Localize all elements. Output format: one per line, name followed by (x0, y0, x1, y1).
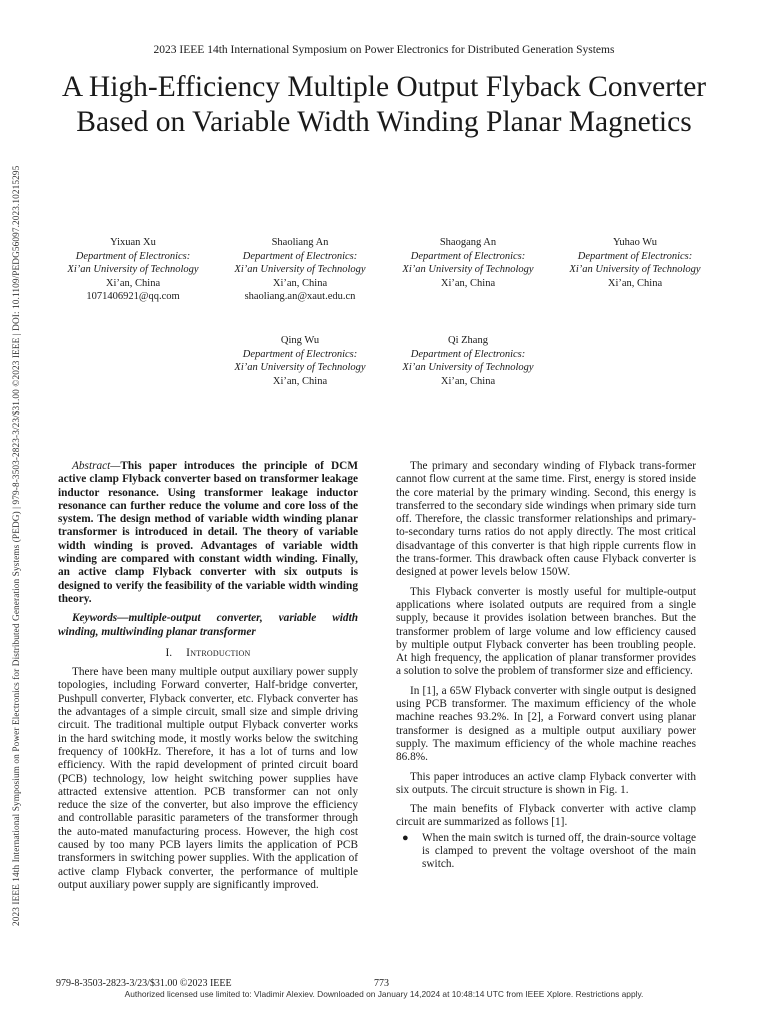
author-block (215, 334, 385, 388)
author-name: Shaogang An (439, 237, 497, 248)
author-university: Xi’an University of Technology (402, 264, 534, 276)
body-paragraph: This Flyback converter is mostly useful for multiple-output applications where isolated outputs are required from a single supply, because it provides isolation between branches. But the transformer problem of large volume and low efficiency caused by multiple output Flyback converter has been troubling people. At high frequency, the application of planar transformer provides a solution to solve the problem of transformer size and efficiency. (396, 585, 696, 678)
author-name: Yixuan Xu (110, 237, 156, 248)
author-block (550, 236, 720, 290)
keywords: Keywords—multiple-output converter, variable width winding, multiwinding planar transformer (58, 612, 358, 638)
abstract-body: This paper introduces the principle of DCM active clamp Flyback converter based on transformer leakage inductor resonance. Using transformer leakage inductor resonance can further reduce the volume and core loss of the system. The design method of variable width winding planar transformer is introduced in detail. The theory of variable width winding is proved. Advantages of variable width winding are compared with constant width winding. Finally, an active clamp Flyback converter with six outputs is designed to verify the feasibility of the variable width winding theory. (58, 460, 358, 605)
paper-title: A High-Efficiency Multiple Output Flyback Converter Based on Variable Width Winding Planar Magnetics (61, 71, 707, 138)
section-heading (58, 647, 358, 660)
author-department: Department of Electronics: (242, 348, 358, 360)
body-paragraph: The main benefits of Flyback converter with active clamp circuit are summarized as follows [1]. (396, 803, 696, 829)
bullet-text: When the main switch is turned off, the drain-source voltage is clamped to prevent the voltage overshoot of the main switch. (422, 831, 696, 871)
author-city: Xi’an, China (440, 375, 496, 387)
author-block (48, 236, 218, 304)
author-university: Xi’an University of Technology (67, 264, 199, 276)
author-name: Qing Wu (280, 335, 320, 346)
body-paragraph: The primary and secondary winding of Flyback trans-former cannot flow current at the same time. First, energy is stored inside the core material by the primary winding. Second, this energy is transferred to the secondary side windings when primary side turn off. Therefore, the classic transformer relationships and primary-to-secondary turns ratios do not apply directly. The most critical disadvantage of this converter is that high ripple currents flow in the trans-former. This drawback often cause Flyback converter is designed at power levels below 150W. (396, 460, 696, 579)
abstract (58, 460, 358, 606)
page-number: 773 (374, 978, 389, 989)
author-email: 1071406921@qq.com (86, 291, 180, 303)
author-department: Department of Electronics: (577, 250, 693, 262)
author-block (215, 236, 385, 304)
author-university: Xi’an University of Technology (234, 264, 366, 276)
section-title: Introduction (186, 646, 251, 659)
author-university: Xi’an University of Technology (234, 362, 366, 374)
intro-paragraph: There have been many multiple output auxiliary power supply topologies, including Forward converter, Half-bridge converter, Pushpull converter, Flyback converter, etc. Flyback converter has the advantages of a simple circuit, small size and simple driving circuit. The traditional multiple output Flyback converter works in the hard switching mode, it mostly works below the switching frequency of 100kHz. Therefore, it has a lot of turns and low efficiency. With the rapid development of printed circuit board (PCB) technology, low height switching power supplies have attracted extensive attention. PCB transformer can not only reduce the size of the converter, but also improve the efficiency and controllable parasitic parameters of the transformer through the auto-mated manufacturing process. However, the high cost caused by too many PCB layers limits the application of PCB transformers in switching power supplies. With the application of active clamp Flyback converter, the performance of multiple output auxiliary power supply are significantly improved. (58, 666, 358, 891)
author-department: Department of Electronics: (75, 250, 191, 262)
author-email: shaoliang.an@xaut.edu.cn (244, 291, 356, 303)
author-department: Department of Electronics: (410, 348, 526, 360)
bullet-item (402, 832, 696, 872)
author-department: Department of Electronics: (410, 250, 526, 262)
footer-copyright: 979-8-3503-2823-3/23/$31.00 ©2023 IEEE (56, 978, 232, 989)
section-number: I. (165, 646, 173, 659)
left-column (58, 460, 358, 898)
author-city: Xi’an, China (272, 277, 328, 289)
author-city: Xi’an, China (272, 375, 328, 387)
license-notice: Authorized licensed use limited to: Vladimir Alexiev. Downloaded on January 14,2024 at 10:48:14 UTC from IEEE Xplore. Restrictions apply. (124, 989, 644, 999)
conference-header: 2023 IEEE 14th International Symposium on Power Electronics for Distributed Generation Systems (153, 44, 615, 56)
right-column (396, 460, 696, 872)
body-paragraph: In [1], a 65W Flyback converter with single output is designed using PCB transformer. The maximum efficiency of the whole machine reaches 93.2%. In [2], a Forward convert using planar transformer is designed as a multiple output auxiliary power supply. The maximum efficiency of the whole machine reaches 86.8%. (396, 684, 696, 764)
author-department: Department of Electronics: (242, 250, 358, 262)
abstract-lead: Abstract— (72, 460, 121, 472)
author-city: Xi’an, China (607, 277, 663, 289)
author-university: Xi’an University of Technology (402, 362, 534, 374)
author-university: Xi’an University of Technology (569, 264, 701, 276)
side-metadata-strip (12, 96, 26, 926)
bullet-dot-icon: ● (402, 831, 409, 844)
side-metadata-text: 2023 IEEE 14th International Symposium on Power Electronics for Distributed Generation Systems (PEDG) | 979-8-3503-2823-3/23/$31.00 ©2023 IEEE | DOI: 10.1109/PEDG56097.2023.10215295 (12, 165, 22, 926)
author-city: Xi’an, China (440, 277, 496, 289)
author-name: Shaoliang An (271, 237, 329, 248)
author-name: Qi Zhang (448, 335, 488, 346)
author-block (383, 334, 553, 388)
body-paragraph: This paper introduces an active clamp Flyback converter with six outputs. The circuit structure is shown in Fig. 1. (396, 770, 696, 796)
author-city: Xi’an, China (105, 277, 161, 289)
author-name: Yuhao Wu (612, 237, 657, 248)
author-block (383, 236, 553, 290)
